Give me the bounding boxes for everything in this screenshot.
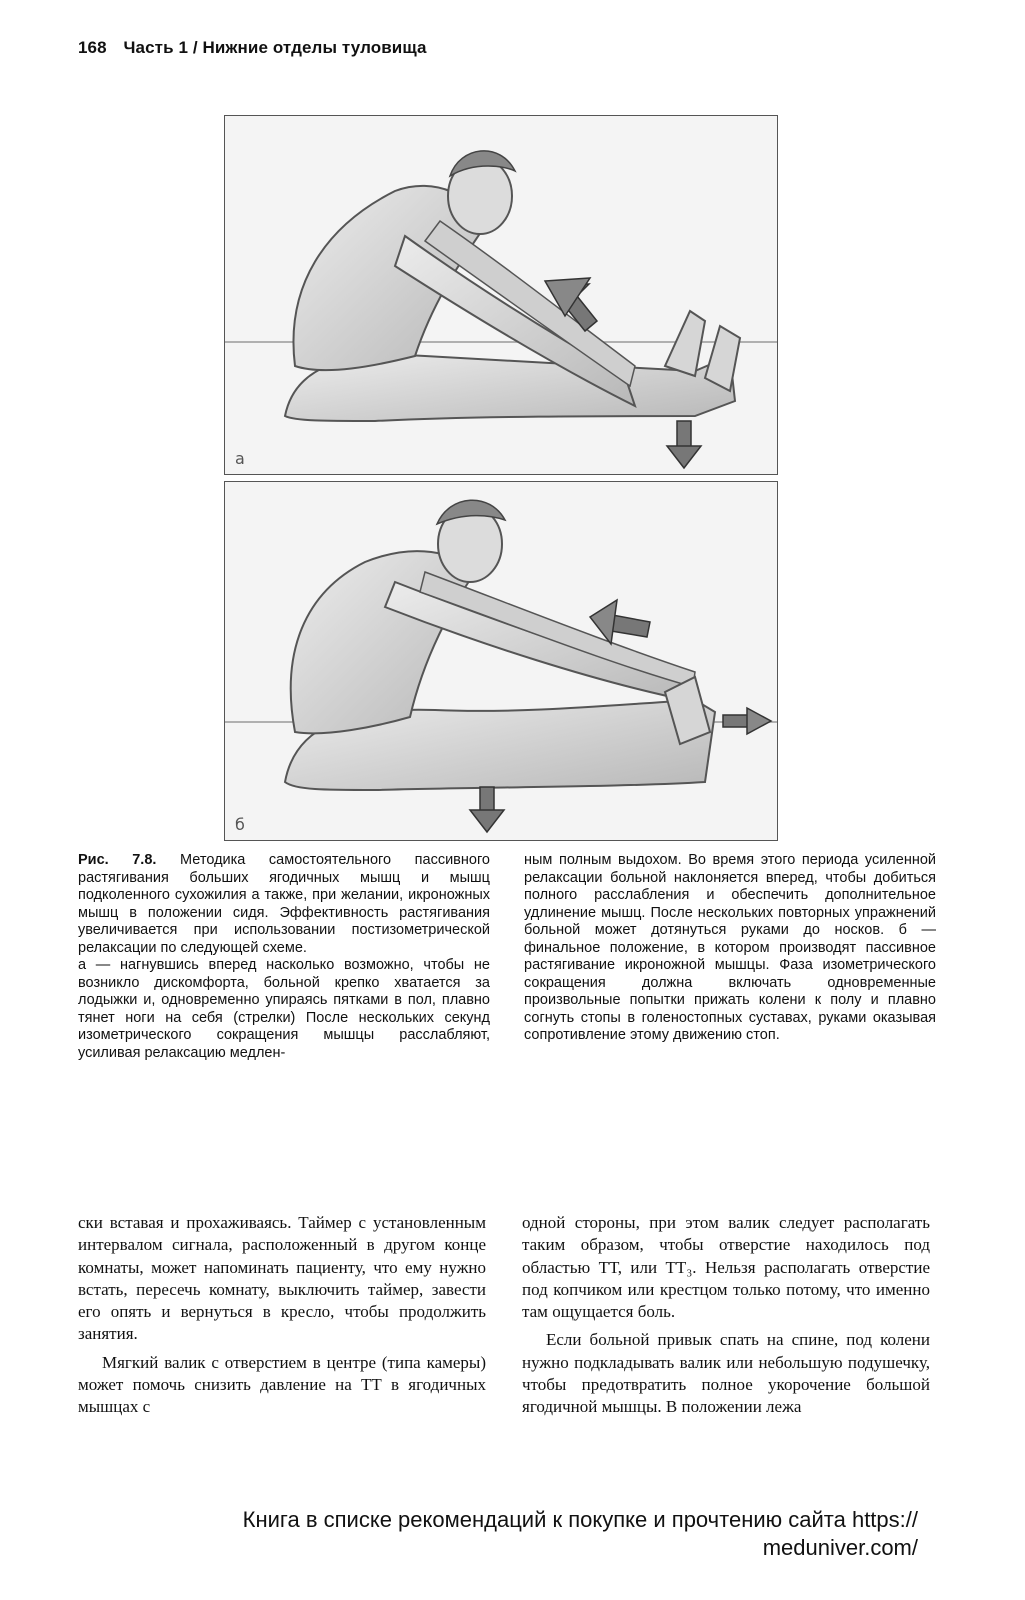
caption-paragraph-1	[78, 852, 490, 957]
arrow-down-icon	[470, 787, 504, 832]
caption-label: Рис. 7.8.	[78, 852, 157, 868]
body-paragraph: Если больной привык спать на спине, под колени нужно подкладывать валик или небольшую подушечку, чтобы предотвратить полное укорочение большой ягодичной мышцы. В положении лежа	[522, 1330, 930, 1417]
page-number: 168	[78, 38, 107, 57]
figure-panel-b	[224, 481, 778, 841]
caption-text-1: Методика самостоятельного пассивного растягивания больших ягодичных мышц и мышц подколенного сухожилия а также, при желании, икроножных мышц в положении сидя. Эффективность растягивания увеличивается при использовании постизометрической релаксации по следующей схеме.	[78, 852, 490, 956]
footer-notice	[0, 1504, 918, 1562]
figure-caption-right	[524, 852, 936, 1045]
caption-paragraph-2: а — нагнувшись вперед насколько возможно, чтобы не возникло дискомфорта, больной крепко хватается за лодыжки и, одновременно упираясь пятками в пол, плавно тянет ноги на себя (стрелки) После нескольких секунд изометрического сокращения мышцы расслабляют, усиливая релаксацию медлен-	[78, 957, 490, 1061]
panel-label-a: а	[235, 449, 245, 468]
caption-paragraph-3: ным полным выдохом. Во время этого периода усиленной релаксации больной наклоняется вперед, чтобы добиться полного расслабления и обеспечить дополнительное удлинение мышц. После нескольких повторных упражнений больной может дотянуться руками до носков. б — финальное положение, в котором производят пассивное растягивание икроножной мышцы. Фаза изометрического сокращения должна включать одновременные произвольные попытки прижать колени к полу и плавно согнуть стопы в голеностопных суставах, руками оказывая сопротивление этому движению стоп.	[524, 852, 936, 1043]
arrow-right-icon	[723, 708, 771, 734]
page-header	[78, 38, 427, 58]
body-paragraph: Мягкий валик с отверстием в центре (типа камеры) может помочь снизить давление на ТТ в ягодичных мышцах с	[78, 1352, 486, 1417]
section-title: Часть 1 / Нижние отделы туловища	[123, 38, 427, 57]
footer-link[interactable]: meduniver.com/	[762, 1535, 918, 1560]
arrow-down-icon	[667, 421, 701, 468]
panel-label-b: б	[235, 815, 245, 834]
body-column-left	[78, 1212, 486, 1419]
footer-line-1: Книга в списке рекомендаций к покупке и прочтению сайта https://	[242, 1507, 918, 1532]
figure-panel-a	[224, 115, 778, 475]
body-paragraph: ски вставая и прохаживаясь. Таймер с установленным интервалом сигнала, расположенный в другом конце комнаты, может напоминать пациенту, что ему нужно встать, пересечь комнату, выключить таймер, завести его опять и вернуться в кресло, чтобы продолжить занятия.	[78, 1213, 486, 1344]
body-paragraph: одной стороны, при этом валик следует располагать таким образом, чтобы отверстие находилось под областью ТТ, или ТТ₃. Нельзя располагать отверстие под копчиком или крестцом только потому, что именно там ощущается боль.	[522, 1213, 930, 1322]
body-column-right	[522, 1212, 930, 1419]
seated-forward-bend-illustration-a	[225, 116, 777, 474]
figure-caption-left	[78, 852, 490, 1062]
seated-forward-bend-illustration-b	[225, 482, 777, 840]
